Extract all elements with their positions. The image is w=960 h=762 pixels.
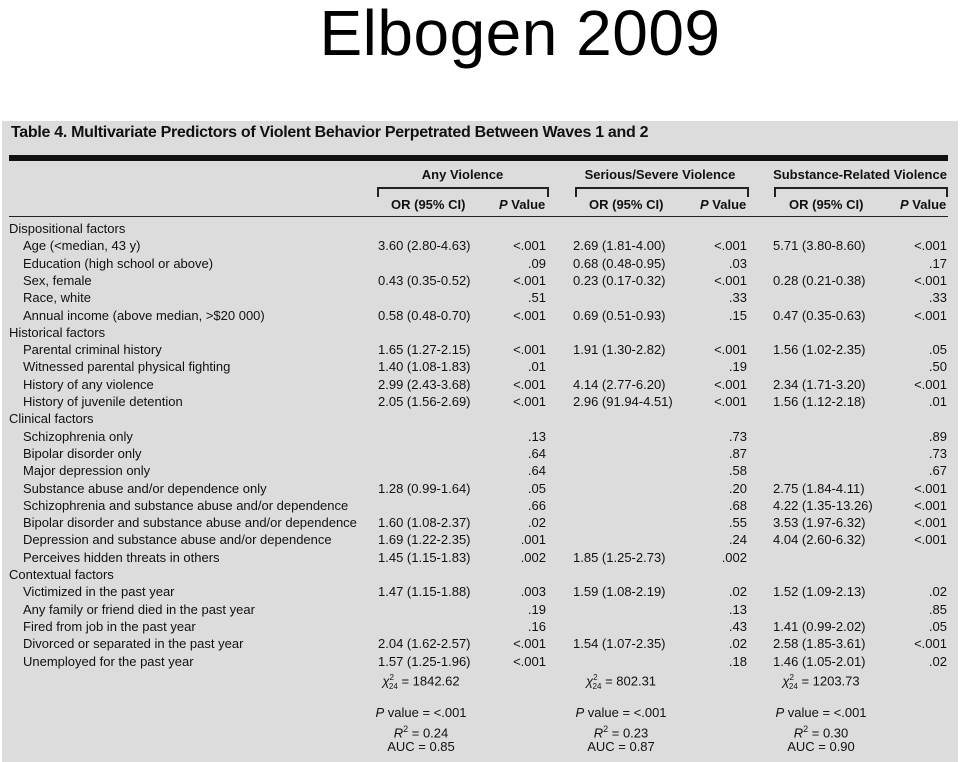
cell-p-any: .02: [527, 515, 546, 531]
column-header-or: OR (95% CI): [589, 197, 664, 212]
cell-p-substance: .02: [928, 584, 947, 600]
row-label: Dispositional factors: [9, 221, 126, 236]
cell-p-substance: .50: [928, 359, 947, 375]
cell-p-any: .05: [527, 480, 546, 496]
cell-p-any: <.001: [513, 376, 546, 392]
cell-p-substance: <.001: [914, 515, 947, 531]
cell-or-serious: 4.14 (2.77-6.20): [573, 376, 666, 392]
table-row: [9, 635, 948, 652]
row-label: History of juvenile detention: [23, 394, 183, 409]
cell-or-any: 1.47 (1.15-1.88): [378, 584, 471, 600]
cell-or-any: 0.58 (0.48-0.70): [378, 307, 471, 323]
model-r-squared: $R^2 = 0.24$: [393, 724, 449, 741]
model-auc: AUC = 0.85: [387, 739, 455, 754]
header-rule: [9, 216, 948, 217]
row-label: Annual income (above median, >$20 000): [23, 307, 265, 323]
cell-p-serious: <.001: [714, 238, 747, 254]
cell-p-serious: .13: [728, 601, 747, 617]
cell-p-serious: .68: [728, 497, 747, 513]
column-header-p-value: P Value: [700, 197, 747, 212]
cell-or-any: 0.43 (0.35-0.52): [378, 272, 471, 288]
cell-p-substance: .17: [928, 255, 947, 271]
cell-or-any: 1.45 (1.15-1.83): [378, 549, 471, 565]
table-row: [9, 445, 948, 462]
cell-p-substance: .02: [928, 653, 947, 669]
group-bracket: [774, 187, 948, 197]
cell-or-any: 1.57 (1.25-1.96): [378, 653, 471, 669]
model-auc: AUC = 0.87: [587, 739, 655, 754]
cell-or-any: 2.04 (1.62-2.57): [378, 636, 471, 652]
section-header-row: [9, 220, 948, 237]
group-bracket: [575, 187, 749, 197]
cell-or-serious: 2.96 (91.94-4.51): [573, 394, 673, 409]
table-row: [9, 428, 948, 445]
cell-or-serious: 0.23 (0.17-0.32): [573, 272, 666, 288]
cell-p-serious: .20: [728, 480, 747, 496]
cell-p-any: .01: [527, 359, 546, 375]
cell-or-substance: 5.71 (3.80-8.60): [773, 238, 866, 254]
column-header-or: OR (95% CI): [789, 197, 864, 212]
cell-p-substance: <.001: [914, 307, 947, 323]
cell-p-any: .19: [527, 601, 546, 617]
cell-p-serious: .24: [728, 532, 747, 548]
cell-p-substance: .05: [928, 342, 947, 358]
column-header-p-value: P Value: [900, 197, 947, 212]
cell-p-any: .66: [527, 497, 546, 513]
cell-p-serious: .002: [721, 549, 747, 565]
row-label: Substance abuse and/or dependence only: [23, 480, 267, 496]
table-row: [9, 549, 948, 566]
cell-or-serious: 1.85 (1.25-2.73): [573, 549, 666, 565]
table-row: [9, 376, 948, 393]
table-row: [9, 514, 948, 531]
cell-or-serious: 0.68 (0.48-0.95): [573, 255, 666, 271]
table-row: [9, 341, 948, 358]
column-header-or: OR (95% CI): [391, 197, 466, 212]
row-label: Sex, female: [23, 272, 92, 288]
row-label: Race, white: [23, 290, 91, 306]
cell-p-any: <.001: [513, 342, 546, 358]
row-label: Depression and substance abuse and/or dependence: [23, 532, 332, 548]
cell-or-substance: 1.46 (1.05-2.01): [773, 653, 866, 669]
model-auc: AUC = 0.90: [787, 739, 855, 754]
cell-p-serious: .02: [728, 584, 747, 600]
cell-p-substance: .01: [928, 394, 947, 409]
cell-or-any: 1.60 (1.08-2.37): [378, 515, 471, 531]
table-row: [9, 393, 948, 410]
cell-or-substance: 4.22 (1.35-13.26): [773, 497, 873, 513]
cell-or-substance: 0.28 (0.21-0.38): [773, 272, 866, 288]
table-row: [9, 272, 948, 289]
group-header-serious-violence: Serious/Severe Violence: [584, 167, 736, 182]
cell-p-substance: .89: [928, 428, 947, 444]
cell-p-substance: <.001: [914, 532, 947, 548]
cell-or-substance: 3.53 (1.97-6.32): [773, 515, 866, 531]
row-label: Perceives hidden threats in others: [23, 549, 220, 565]
cell-p-serious: <.001: [714, 342, 747, 358]
cell-p-any: .16: [527, 618, 546, 634]
cell-p-substance: <.001: [914, 497, 947, 513]
table-row: [9, 237, 948, 254]
cell-or-serious: 0.69 (0.51-0.93): [573, 307, 666, 323]
cell-or-substance: 2.75 (1.84-4.11): [773, 480, 865, 496]
cell-p-serious: .33: [728, 290, 747, 306]
table-row: [9, 497, 948, 514]
cell-or-any: 1.28 (0.99-1.64): [378, 480, 471, 496]
group-header-any-violence: Any Violence: [421, 167, 504, 182]
cell-p-serious: <.001: [714, 272, 747, 288]
cell-or-any: 1.40 (1.08-1.83): [378, 359, 471, 375]
row-label: Education (high school or above): [23, 255, 214, 271]
table-row: [9, 583, 948, 600]
chi-square-statistic: $\chi^2_{24} = 802.31$: [585, 673, 657, 691]
row-label: Major depression only: [23, 463, 151, 479]
cell-p-substance: .05: [928, 618, 947, 634]
cell-p-substance: <.001: [914, 272, 947, 288]
cell-or-substance: 2.58 (1.85-3.61): [773, 636, 866, 652]
cell-p-serious: .03: [728, 255, 747, 271]
table-row: [9, 653, 948, 670]
cell-or-serious: 1.59 (1.08-2.19): [573, 584, 666, 600]
cell-p-substance: .85: [928, 601, 947, 617]
row-label: History of any violence: [23, 376, 154, 392]
cell-p-serious: .19: [728, 359, 747, 375]
model-r-squared: $R^2 = 0.23$: [593, 724, 649, 741]
cell-or-any: 3.60 (2.80-4.63): [378, 238, 471, 254]
chi-square-statistic: $\chi^2_{24} = 1842.62$: [382, 673, 460, 691]
cell-p-any: <.001: [513, 307, 546, 323]
row-label: Parental criminal history: [23, 342, 162, 358]
table-row: [9, 618, 948, 635]
column-header-p-value: P Value: [499, 197, 546, 212]
model-p-value: P value = <.001: [575, 705, 667, 720]
row-label: Contextual factors: [9, 567, 114, 582]
cell-or-substance: 0.47 (0.35-0.63): [773, 307, 866, 323]
section-header-row: [9, 324, 948, 341]
row-label: Bipolar disorder and substance abuse and/or dependence: [23, 515, 357, 531]
table-row: [9, 531, 948, 548]
cell-p-serious: .55: [728, 515, 747, 531]
row-label: Schizophrenia only: [23, 428, 133, 444]
cell-or-any: 1.65 (1.27-2.15): [378, 342, 471, 358]
cell-p-serious: .02: [728, 636, 747, 652]
cell-p-any: .003: [520, 584, 546, 600]
chi-square-statistic: $\chi^2_{24} = 1203.73$: [782, 673, 860, 691]
row-label: Victimized in the past year: [23, 584, 175, 600]
table-row: [9, 255, 948, 272]
cell-p-serious: .87: [728, 445, 747, 461]
cell-or-any: 2.99 (2.43-3.68): [378, 376, 471, 392]
cell-p-any: .64: [527, 463, 546, 479]
cell-or-serious: 1.54 (1.07-2.35): [573, 636, 666, 652]
cell-p-serious: .15: [728, 307, 747, 323]
table-row: [9, 289, 948, 306]
row-label: Schizophrenia and substance abuse and/or dependence: [23, 497, 349, 513]
cell-or-substance: 1.56 (1.12-2.18): [773, 394, 866, 409]
cell-p-any: .51: [527, 290, 546, 306]
table-row: [9, 358, 948, 375]
cell-p-substance: .67: [928, 463, 947, 479]
row-label: Historical factors: [9, 324, 106, 340]
table-row: [9, 462, 948, 479]
cell-p-any: .002: [520, 549, 546, 565]
cell-or-substance: 4.04 (2.60-6.32): [773, 532, 866, 548]
group-header-substance-violence: Substance-Related Violence: [773, 167, 947, 182]
cell-p-any: <.001: [513, 653, 546, 669]
model-r-squared: $R^2 = 0.30$: [793, 724, 849, 741]
table-row: [9, 601, 948, 618]
cell-p-serious: .58: [728, 463, 747, 479]
row-label: Age (<median, 43 y): [23, 238, 141, 254]
cell-p-any: .64: [527, 445, 546, 461]
cell-p-any: <.001: [513, 272, 546, 288]
cell-p-any: <.001: [513, 394, 546, 409]
cell-p-substance: .73: [928, 445, 947, 461]
row-label: Any family or friend died in the past year: [23, 601, 255, 617]
cell-p-serious: .18: [728, 653, 747, 669]
table-title: Table 4. Multivariate Predictors of Violent Behavior Perpetrated Between Waves 1 and 2: [11, 124, 649, 141]
cell-or-any: 2.05 (1.56-2.69): [378, 394, 471, 409]
cell-or-serious: 2.69 (1.81-4.00): [573, 238, 666, 254]
top-rule: [9, 155, 948, 161]
section-header-row: [9, 410, 948, 427]
row-label: Witnessed parental physical fighting: [23, 359, 231, 375]
cell-p-substance: <.001: [914, 376, 947, 392]
row-label: Fired from job in the past year: [23, 618, 196, 634]
cell-p-substance: <.001: [914, 480, 947, 496]
group-bracket: [377, 187, 549, 197]
cell-p-any: .09: [527, 255, 546, 271]
cell-p-any: .13: [527, 428, 546, 444]
cell-p-any: <.001: [513, 636, 546, 652]
row-label: Bipolar disorder only: [23, 445, 142, 461]
slide-title: Elbogen 2009: [319, 0, 721, 69]
cell-p-serious: <.001: [714, 394, 747, 409]
cell-p-any: <.001: [513, 238, 546, 254]
table-row: [9, 480, 948, 497]
row-label: Clinical factors: [9, 411, 94, 427]
cell-p-serious: <.001: [714, 376, 747, 392]
row-label: Divorced or separated in the past year: [23, 636, 244, 652]
cell-p-any: .001: [520, 532, 546, 548]
cell-p-serious: .43: [728, 618, 747, 634]
cell-or-serious: 1.91 (1.30-2.82): [573, 342, 666, 358]
cell-or-substance: 2.34 (1.71-3.20): [773, 376, 866, 392]
cell-p-substance: .33: [928, 290, 947, 306]
cell-or-substance: 1.41 (0.99-2.02): [773, 618, 866, 634]
cell-or-substance: 1.52 (1.09-2.13): [773, 584, 866, 600]
cell-or-substance: 1.56 (1.02-2.35): [773, 342, 866, 358]
cell-or-any: 1.69 (1.22-2.35): [378, 532, 471, 548]
cell-p-substance: <.001: [914, 636, 947, 652]
section-header-row: [9, 566, 948, 583]
cell-p-serious: .73: [728, 428, 747, 444]
model-p-value: P value = <.001: [775, 705, 867, 720]
table-row: [9, 307, 948, 324]
model-p-value: P value = <.001: [375, 705, 467, 720]
row-label: Unemployed for the past year: [23, 653, 194, 669]
cell-p-substance: <.001: [914, 238, 947, 254]
